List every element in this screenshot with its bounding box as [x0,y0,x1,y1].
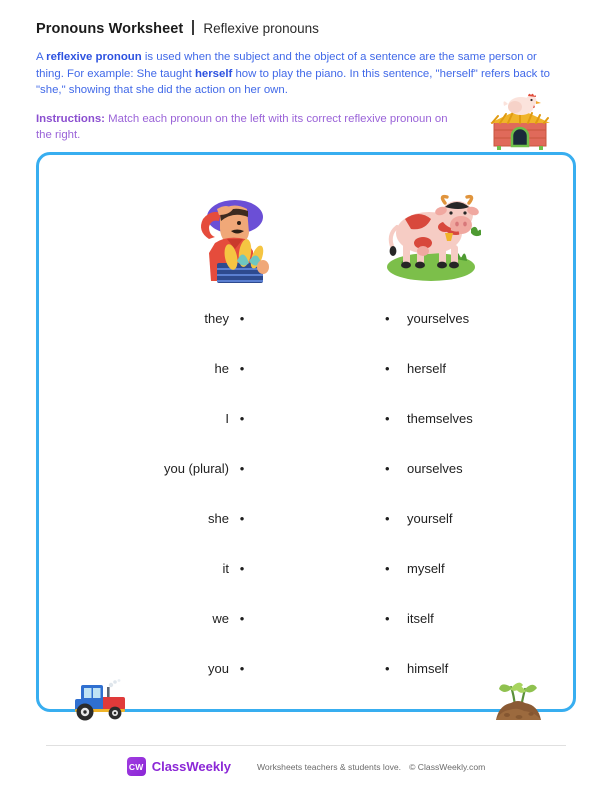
tractor-illustration [67,679,133,721]
description-text [36,49,556,99]
right-pronoun: itself [407,610,434,626]
right-bullet-icon[interactable]: • [385,560,390,576]
right-bullet-icon[interactable]: • [385,610,390,626]
left-pronoun: we [212,610,229,626]
farmer-illustration [187,195,279,285]
right-pronoun: yourself [407,510,453,526]
left-bullet-icon[interactable]: • [239,660,245,676]
right-bullet-icon[interactable]: • [385,510,390,526]
right-pronoun: yourselves [407,310,470,326]
classweekly-badge-icon: CW [127,757,146,776]
worksheet-body [36,152,576,712]
right-pronoun: himself [407,660,449,676]
matching-columns [39,293,573,693]
left-pronoun: you [208,660,229,676]
instructions-body: Match each pronoun on the left with its correct reflexive pronoun on the right. [36,112,448,142]
table-row [39,293,573,343]
left-pronoun: he [214,360,229,376]
table-row [39,393,573,443]
instructions-label: Instructions: [36,112,105,125]
left-pronoun: she [208,510,229,526]
description-part1: A [36,51,47,63]
instructions-text [36,111,456,144]
title-main: Pronouns Worksheet [36,21,184,37]
left-bullet-icon[interactable]: • [239,410,245,426]
brand-logo[interactable] [127,757,231,776]
table-row [39,543,573,593]
left-pronoun: I [225,410,229,426]
left-pronoun: it [222,560,229,576]
table-row [39,443,573,493]
table-row [39,593,573,643]
right-pronoun: myself [407,560,445,576]
page-title [36,18,576,37]
brand-name: ClassWeekly [151,759,231,774]
right-bullet-icon[interactable]: • [385,360,390,376]
left-pronoun: they [204,310,229,326]
right-bullet-icon[interactable]: • [385,460,390,476]
table-row [39,493,573,543]
description-bold1: reflexive pronoun [46,51,142,63]
left-bullet-icon[interactable]: • [239,310,245,326]
footer-tagline: Worksheets teachers & students love. [256,761,402,772]
right-bullet-icon[interactable]: • [385,660,390,676]
left-bullet-icon[interactable]: • [239,560,245,576]
title-separator [192,20,194,35]
footer-copyright: © ClassWeekly.com [409,761,486,772]
left-bullet-icon[interactable]: • [239,610,245,626]
page-footer [0,757,612,776]
cow-illustration [379,189,481,285]
right-pronoun: themselves [407,410,473,426]
description-part3: how to play the piano. In this sentence, "herself" refers back to "she," showing that she did the action on her own. [36,67,551,97]
left-bullet-icon[interactable]: • [239,460,245,476]
description-bold2: herself [194,67,233,80]
chicken-coop-icon [484,92,556,150]
description-part2: is used when the subject and the object of a sentence are the same person or thing. For example: She taught [36,51,537,80]
footer-divider [46,745,566,746]
right-bullet-icon[interactable]: • [385,310,390,326]
title-subtitle: Reflexive pronouns [203,21,319,36]
right-pronoun: herself [407,360,447,376]
left-bullet-icon[interactable]: • [239,360,245,376]
left-bullet-icon[interactable]: • [239,510,245,526]
right-pronoun: ourselves [407,460,463,476]
sprout-illustration [491,677,545,721]
right-bullet-icon[interactable]: • [385,410,390,426]
left-pronoun: you (plural) [163,460,229,476]
table-row [39,343,573,393]
